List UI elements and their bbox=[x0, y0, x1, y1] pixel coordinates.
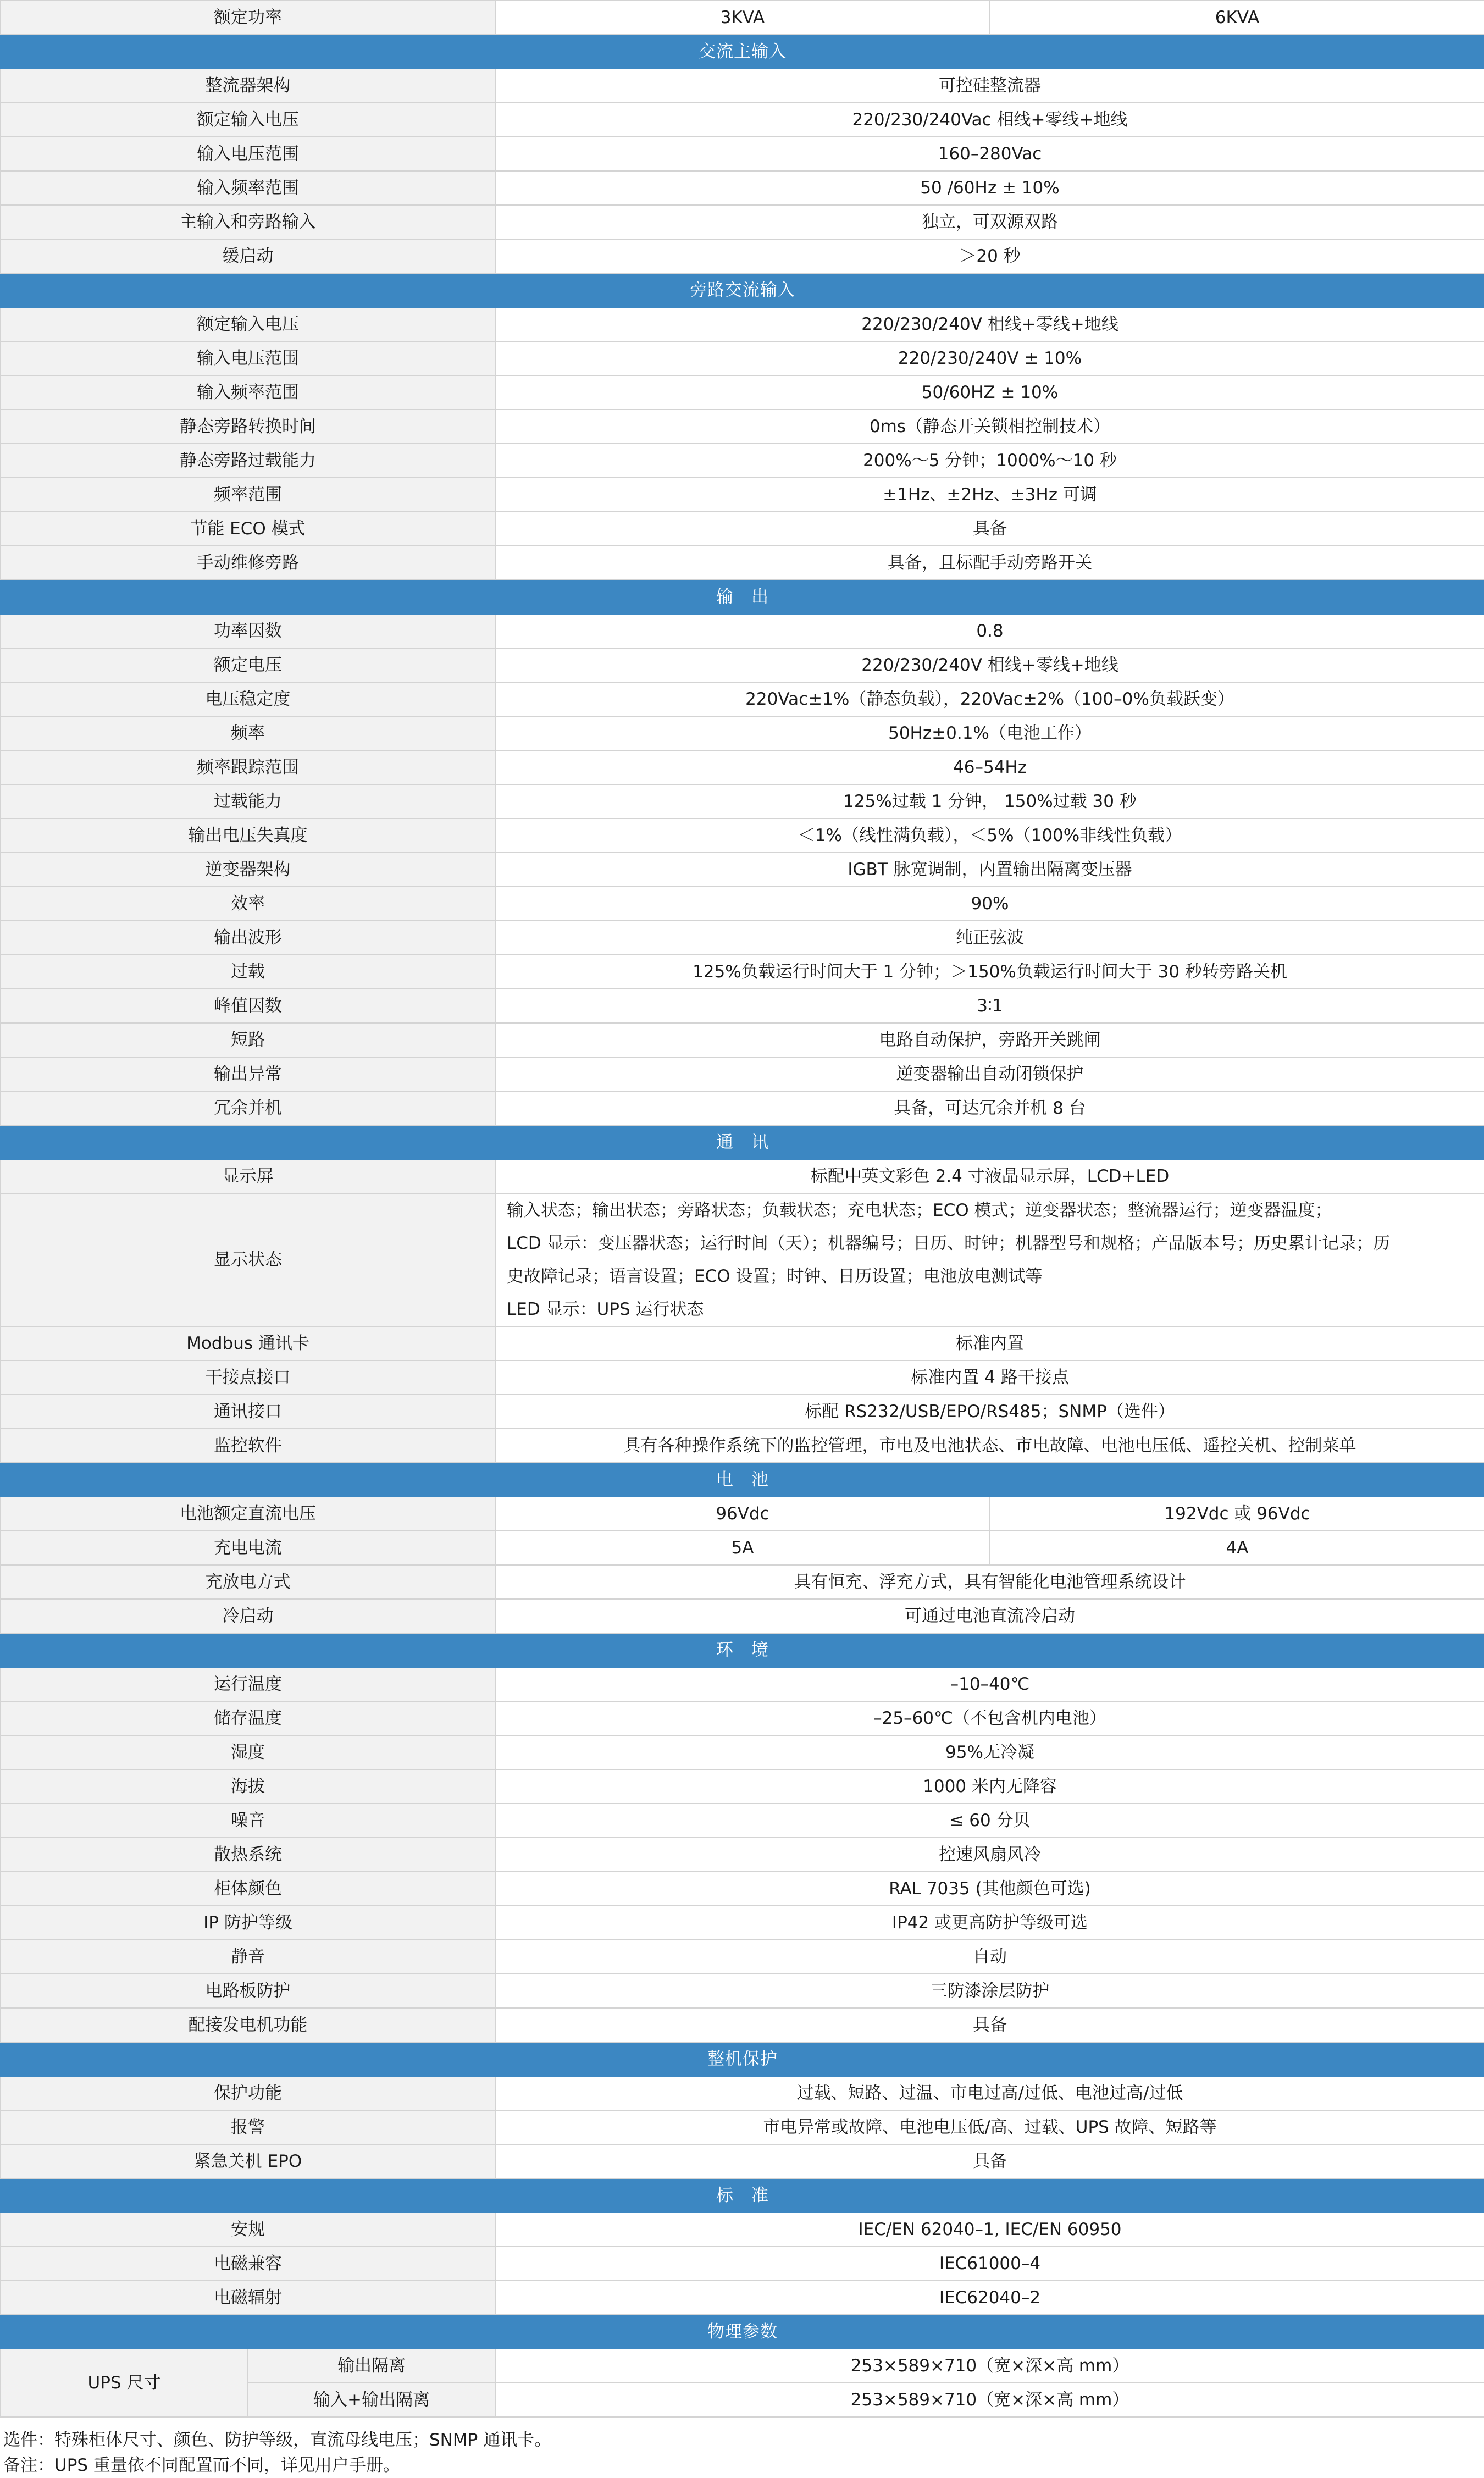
spec-label: 储存温度 bbox=[1, 1701, 495, 1735]
section-header-row bbox=[1, 1633, 1484, 1667]
section-title: 电 池 bbox=[1, 1463, 1484, 1497]
spec-value: 纯正弦波 bbox=[495, 921, 1484, 955]
spec-label: 冗余并机 bbox=[1, 1091, 495, 1125]
spec-value-line: 史故障记录；语言设置；ECO 设置；时钟、日历设置；电池放电测试等 bbox=[507, 1266, 1043, 1286]
spec-value-b: 6KVA bbox=[990, 1, 1484, 35]
spec-label: 冷启动 bbox=[1, 1599, 495, 1633]
spec-value: 电路自动保护，旁路开关跳闸 bbox=[495, 1023, 1484, 1057]
section-header-row bbox=[1, 2315, 1484, 2349]
spec-value: 过载、短路、过温、市电过高/过低、电池过高/过低 bbox=[495, 2076, 1484, 2110]
model-row bbox=[1, 1, 1484, 35]
spec-value-a: 96Vdc bbox=[495, 1497, 990, 1531]
spec-row bbox=[1, 1940, 1484, 1974]
spec-value-b: 4A bbox=[990, 1531, 1484, 1565]
section-title: 输 出 bbox=[1, 580, 1484, 614]
spec-value: ＞20 秒 bbox=[495, 239, 1484, 273]
section-header-row bbox=[1, 580, 1484, 614]
spec-row bbox=[1, 2281, 1484, 2315]
section-header-row bbox=[1, 1463, 1484, 1497]
spec-row bbox=[1, 1429, 1484, 1463]
spec-value: 市电异常或故障、电池电压低/高、过载、UPS 故障、短路等 bbox=[495, 2110, 1484, 2144]
spec-label: 功率因数 bbox=[1, 614, 495, 648]
spec-row bbox=[1, 1974, 1484, 2008]
spec-value: ＜1%（线性满负载），＜5%（100%非线性负载） bbox=[495, 818, 1484, 853]
section-header-row bbox=[1, 2042, 1484, 2076]
spec-value: 具有各种操作系统下的监控管理，市电及电池状态、市电故障、电池电压低、遥控关机、控制菜单 bbox=[495, 1429, 1484, 1463]
spec-label: 通讯接口 bbox=[1, 1395, 495, 1429]
spec-value: 0.8 bbox=[495, 614, 1484, 648]
spec-row bbox=[1, 1326, 1484, 1360]
group-sub-value: 253×589×710（宽×深×高 mm） bbox=[495, 2349, 1484, 2383]
spec-value: 50/60HZ ± 10% bbox=[495, 375, 1484, 410]
note-options: 选件：特殊柜体尺寸、颜色、防护等级，直流母线电压；SNMP 通讯卡。 bbox=[3, 2430, 552, 2450]
section-header-row bbox=[1, 1125, 1484, 1159]
spec-row bbox=[1, 1769, 1484, 1804]
spec-value: 具备，且标配手动旁路开关 bbox=[495, 546, 1484, 580]
spec-value: 标配 RS232/USB/EPO/RS485；SNMP（选件） bbox=[495, 1395, 1484, 1429]
spec-label: 过载 bbox=[1, 955, 495, 989]
spec-label: IP 防护等级 bbox=[1, 1906, 495, 1940]
spec-row bbox=[1, 239, 1484, 273]
spec-row bbox=[1, 1667, 1484, 1701]
spec-row bbox=[1, 887, 1484, 921]
note-remark: 备注：UPS 重量依不同配置而不同，详见用户手册。 bbox=[3, 2455, 400, 2475]
spec-value: 控速风扇风冷 bbox=[495, 1838, 1484, 1872]
spec-row bbox=[1, 2247, 1484, 2281]
spec-row bbox=[1, 1906, 1484, 1940]
spec-label: 紧急关机 EPO bbox=[1, 2144, 495, 2178]
spec-value: RAL 7035 (其他颜色可选) bbox=[495, 1872, 1484, 1906]
spec-label: 干接点接口 bbox=[1, 1360, 495, 1395]
spec-value: 220/230/240V 相线+零线+地线 bbox=[495, 307, 1484, 341]
spec-value: 标配中英文彩色 2.4 寸液晶显示屏，LCD+LED bbox=[495, 1159, 1484, 1193]
section-header-row bbox=[1, 273, 1484, 307]
spec-row bbox=[1, 1159, 1484, 1193]
spec-row bbox=[1, 2144, 1484, 2178]
spec-label: 显示状态 bbox=[1, 1193, 495, 1326]
spec-value: 220Vac±1%（静态负载），220Vac±2%（100–0%负载跃变） bbox=[495, 682, 1484, 716]
spec-value-a: 3KVA bbox=[495, 1, 990, 35]
spec-label: 节能 ECO 模式 bbox=[1, 512, 495, 546]
spec-row bbox=[1, 955, 1484, 989]
spec-label: 柜体颜色 bbox=[1, 1872, 495, 1906]
spec-value: 95%无冷凝 bbox=[495, 1735, 1484, 1769]
spec-value: 125%过载 1 分钟， 150%过载 30 秒 bbox=[495, 784, 1484, 818]
spec-value-a: 5A bbox=[495, 1531, 990, 1565]
spec-label: 静音 bbox=[1, 1940, 495, 1974]
spec-label: 湿度 bbox=[1, 1735, 495, 1769]
spec-value: IEC61000–4 bbox=[495, 2247, 1484, 2281]
spec-value: IEC62040–2 bbox=[495, 2281, 1484, 2315]
section-title: 环 境 bbox=[1, 1633, 1484, 1667]
spec-label: 整流器架构 bbox=[1, 69, 495, 103]
spec-row bbox=[1, 512, 1484, 546]
section-title: 标 准 bbox=[1, 2178, 1484, 2212]
spec-label: 频率范围 bbox=[1, 478, 495, 512]
section-title: 整机保护 bbox=[1, 2042, 1484, 2076]
spec-row bbox=[1, 137, 1484, 171]
spec-row bbox=[1, 818, 1484, 853]
split-row bbox=[1, 1531, 1484, 1565]
spec-value: 90% bbox=[495, 887, 1484, 921]
spec-row bbox=[1, 989, 1484, 1023]
spec-row bbox=[1, 1735, 1484, 1769]
spec-value: 可控硅整流器 bbox=[495, 69, 1484, 103]
spec-row bbox=[1, 750, 1484, 784]
spec-value: ±1Hz、±2Hz、±3Hz 可调 bbox=[495, 478, 1484, 512]
spec-row bbox=[1, 103, 1484, 137]
spec-row bbox=[1, 1701, 1484, 1735]
spec-row bbox=[1, 1023, 1484, 1057]
spec-value-multiline bbox=[495, 1193, 1484, 1326]
spec-value: 220/230/240V 相线+零线+地线 bbox=[495, 648, 1484, 682]
spec-value: 具备 bbox=[495, 2144, 1484, 2178]
spec-label: 电池额定直流电压 bbox=[1, 1497, 495, 1531]
spec-label: 报警 bbox=[1, 2110, 495, 2144]
spec-value: 1000 米内无降容 bbox=[495, 1769, 1484, 1804]
spec-row bbox=[1, 784, 1484, 818]
spec-label: 输入频率范围 bbox=[1, 171, 495, 205]
spec-label: 显示屏 bbox=[1, 1159, 495, 1193]
spec-label: 电磁兼容 bbox=[1, 2247, 495, 2281]
spec-row bbox=[1, 1395, 1484, 1429]
spec-label: 充放电方式 bbox=[1, 1565, 495, 1599]
spec-label: 输出异常 bbox=[1, 1057, 495, 1091]
spec-row bbox=[1, 375, 1484, 410]
spec-label: 输入电压范围 bbox=[1, 341, 495, 375]
spec-value: IEC/EN 62040–1, IEC/EN 60950 bbox=[495, 2212, 1484, 2247]
spec-value: 具有恒充、浮充方式，具有智能化电池管理系统设计 bbox=[495, 1565, 1484, 1599]
spec-value: 160–280Vac bbox=[495, 137, 1484, 171]
spec-row bbox=[1, 1872, 1484, 1906]
spec-value: –25–60℃（不包含机内电池） bbox=[495, 1701, 1484, 1735]
spec-label: 主输入和旁路输入 bbox=[1, 205, 495, 239]
spec-value: 独立，可双源双路 bbox=[495, 205, 1484, 239]
spec-label: 静态旁路过载能力 bbox=[1, 444, 495, 478]
spec-row bbox=[1, 1599, 1484, 1633]
spec-value-line: LED 显示：UPS 运行状态 bbox=[507, 1299, 704, 1319]
spec-row bbox=[1, 205, 1484, 239]
spec-value: 220/230/240Vac 相线+零线+地线 bbox=[495, 103, 1484, 137]
spec-value: 具备，可达冗余并机 8 台 bbox=[495, 1091, 1484, 1125]
spec-row bbox=[1, 682, 1484, 716]
spec-value: ≤ 60 分贝 bbox=[495, 1804, 1484, 1838]
spec-label: 输入频率范围 bbox=[1, 375, 495, 410]
spec-label: 散热系统 bbox=[1, 1838, 495, 1872]
spec-value: 可通过电池直流冷启动 bbox=[495, 1599, 1484, 1633]
spec-row bbox=[1, 1838, 1484, 1872]
spec-row bbox=[1, 478, 1484, 512]
section-title: 旁路交流输入 bbox=[1, 273, 1484, 307]
spec-row bbox=[1, 2076, 1484, 2110]
group-sub-label: 输出隔离 bbox=[248, 2349, 495, 2383]
spec-label: 保护功能 bbox=[1, 2076, 495, 2110]
spec-label: 缓启动 bbox=[1, 239, 495, 273]
group-sub-label: 输入+输出隔离 bbox=[248, 2383, 495, 2417]
spec-label: 安规 bbox=[1, 2212, 495, 2247]
spec-label: 峰值因数 bbox=[1, 989, 495, 1023]
spec-row bbox=[1, 307, 1484, 341]
spec-label: 电路板防护 bbox=[1, 1974, 495, 2008]
spec-value: 逆变器输出自动闭锁保护 bbox=[495, 1057, 1484, 1091]
spec-row bbox=[1, 2212, 1484, 2247]
spec-label: 运行温度 bbox=[1, 1667, 495, 1701]
spec-value-line: LCD 显示：变压器状态；运行时间（天）；机器编号；日历、时钟；机器型号和规格；产品版本号；历史累计记录；历 bbox=[507, 1234, 1391, 1253]
spec-row bbox=[1, 1360, 1484, 1395]
spec-row bbox=[1, 716, 1484, 750]
spec-value: 具备 bbox=[495, 2008, 1484, 2042]
spec-value: 三防漆涂层防护 bbox=[495, 1974, 1484, 2008]
spec-row bbox=[1, 648, 1484, 682]
spec-label: 额定功率 bbox=[1, 1, 495, 35]
spec-value: IP42 或更高防护等级可选 bbox=[495, 1906, 1484, 1940]
section-title: 交流主输入 bbox=[1, 35, 1484, 69]
spec-value: 自动 bbox=[495, 1940, 1484, 1974]
spec-value: 3∶1 bbox=[495, 989, 1484, 1023]
spec-label: 输出电压失真度 bbox=[1, 818, 495, 853]
spec-label: 电压稳定度 bbox=[1, 682, 495, 716]
spec-value: 50 /60Hz ± 10% bbox=[495, 171, 1484, 205]
spec-label: 输入电压范围 bbox=[1, 137, 495, 171]
spec-value-line: 输入状态；输出状态；旁路状态；负载状态；充电状态；ECO 模式；逆变器状态；整流器运行；逆变器温度； bbox=[507, 1201, 1332, 1220]
spec-row bbox=[1, 546, 1484, 580]
group-sub-row bbox=[1, 2349, 1484, 2383]
spec-label: 效率 bbox=[1, 887, 495, 921]
spec-row bbox=[1, 921, 1484, 955]
spec-value: 200%～5 分钟；1000%～10 秒 bbox=[495, 444, 1484, 478]
spec-row bbox=[1, 341, 1484, 375]
spec-label: 额定输入电压 bbox=[1, 103, 495, 137]
section-title: 物理参数 bbox=[1, 2315, 1484, 2349]
group-sub-value: 253×589×710（宽×深×高 mm） bbox=[495, 2383, 1484, 2417]
spec-label: 配接发电机功能 bbox=[1, 2008, 495, 2042]
spec-value: 标准内置 bbox=[495, 1326, 1484, 1360]
spec-row-multiline bbox=[1, 1193, 1484, 1326]
spec-value: –10–40℃ bbox=[495, 1667, 1484, 1701]
split-row bbox=[1, 1497, 1484, 1531]
spec-label: 监控软件 bbox=[1, 1429, 495, 1463]
spec-label: 静态旁路转换时间 bbox=[1, 410, 495, 444]
spec-value: 50Hz±0.1%（电池工作） bbox=[495, 716, 1484, 750]
spec-label: 充电电流 bbox=[1, 1531, 495, 1565]
spec-value-b: 192Vdc 或 96Vdc bbox=[990, 1497, 1484, 1531]
spec-label: 额定输入电压 bbox=[1, 307, 495, 341]
spec-row bbox=[1, 69, 1484, 103]
section-title: 通 讯 bbox=[1, 1125, 1484, 1159]
spec-row bbox=[1, 614, 1484, 648]
spec-value: 125%负载运行时间大于 1 分钟；＞150%负载运行时间大于 30 秒转旁路关机 bbox=[495, 955, 1484, 989]
spec-row bbox=[1, 1804, 1484, 1838]
spec-label: 额定电压 bbox=[1, 648, 495, 682]
spec-value: 0ms（静态开关锁相控制技术） bbox=[495, 410, 1484, 444]
spec-label: 输出波形 bbox=[1, 921, 495, 955]
spec-row bbox=[1, 2008, 1484, 2042]
spec-row bbox=[1, 444, 1484, 478]
spec-label: 频率跟踪范围 bbox=[1, 750, 495, 784]
spec-value: IGBT 脉宽调制，内置输出隔离变压器 bbox=[495, 853, 1484, 887]
spec-label: 频率 bbox=[1, 716, 495, 750]
spec-label: 短路 bbox=[1, 1023, 495, 1057]
spec-value: 具备 bbox=[495, 512, 1484, 546]
spec-value: 220/230/240V ± 10% bbox=[495, 341, 1484, 375]
section-header-row bbox=[1, 35, 1484, 69]
spec-label: 电磁辐射 bbox=[1, 2281, 495, 2315]
notes bbox=[0, 2418, 1484, 2478]
spec-row bbox=[1, 853, 1484, 887]
spec-label: 海拔 bbox=[1, 1769, 495, 1804]
spec-label: 手动维修旁路 bbox=[1, 546, 495, 580]
spec-row bbox=[1, 2110, 1484, 2144]
spec-label: 逆变器架构 bbox=[1, 853, 495, 887]
group-label: UPS 尺寸 bbox=[1, 2349, 248, 2417]
spec-label: 过载能力 bbox=[1, 784, 495, 818]
spec-row bbox=[1, 171, 1484, 205]
spec-label: Modbus 通讯卡 bbox=[1, 1326, 495, 1360]
spec-row bbox=[1, 1091, 1484, 1125]
section-header-row bbox=[1, 2178, 1484, 2212]
spec-value: 46–54Hz bbox=[495, 750, 1484, 784]
spec-row bbox=[1, 410, 1484, 444]
spec-value: 标准内置 4 路干接点 bbox=[495, 1360, 1484, 1395]
spec-row bbox=[1, 1057, 1484, 1091]
spec-label: 噪音 bbox=[1, 1804, 495, 1838]
spec-row bbox=[1, 1565, 1484, 1599]
